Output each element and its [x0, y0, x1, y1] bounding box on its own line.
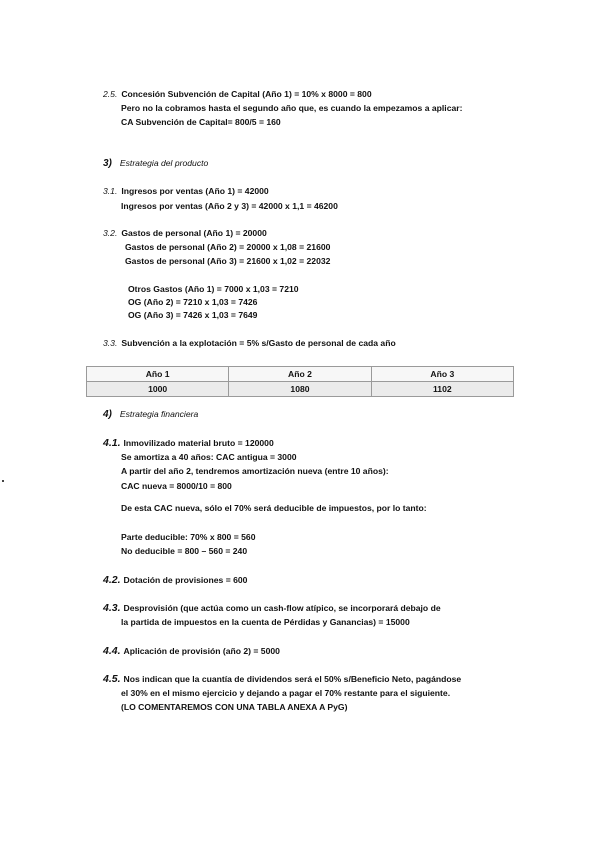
s45-line1: 4.5. Nos indican que la cuantía de dividendos será el 50% s/Beneficio Neto, pagándose: [103, 673, 462, 685]
s25-line1: 2.5. Concesión Subvención de Capital (Año 1) = 10% x 8000 = 800: [103, 89, 372, 99]
table-header-cell: Año 3: [371, 367, 513, 382]
table-row: [87, 382, 514, 397]
section-3-heading: 3) Estrategia del producto: [103, 158, 209, 169]
s42-number: 4.2.: [103, 574, 121, 586]
table-header-row: [87, 367, 514, 382]
s41-line2: Se amortiza a 40 años: CAC antigua = 3000: [121, 452, 297, 462]
s25-number: 2.5.: [103, 89, 118, 99]
s32-og2: OG (Año 2) = 7210 x 1,03 = 7426: [128, 297, 258, 307]
margin-mark: [2, 480, 4, 482]
table-cell: 1000: [87, 382, 229, 397]
s45-line2: el 30% en el mismo ejercicio y dejando a pagar el 70% restante para el siguiente.: [121, 688, 451, 698]
subvencion-table: [86, 366, 514, 397]
table-header-cell: Año 1: [87, 367, 229, 382]
s43-line1: 4.3. Desprovisión (que actúa como un cash-flow atípico, se incorporará debajo de: [103, 602, 441, 614]
s32-og3: OG (Año 3) = 7426 x 1,03 = 7649: [128, 310, 258, 320]
s44-number: 4.4.: [103, 645, 121, 657]
s41-number: 4.1.: [103, 437, 121, 449]
s32-line2: Gastos de personal (Año 2) = 20000 x 1,08 = 21600: [125, 242, 331, 252]
s41-line5: De esta CAC nueva, sólo el 70% será deducible de impuestos, por lo tanto:: [121, 503, 427, 513]
s32-line3: Gastos de personal (Año 3) = 21600 x 1,02 = 22032: [125, 256, 331, 266]
section-4-heading: 4) Estrategia financiera: [103, 409, 199, 420]
s41-line6: Parte deducible: 70% x 800 = 560: [121, 532, 256, 542]
s41-line7: No deducible = 800 – 560 = 240: [121, 546, 248, 556]
table-cell: 1080: [229, 382, 371, 397]
s45-line3: (LO COMENTAREMOS CON UNA TABLA ANEXA A PyG): [121, 702, 348, 712]
s31-line2: Ingresos por ventas (Año 2 y 3) = 42000 x 1,1 = 46200: [121, 201, 338, 211]
s31-line1: 3.1. Ingresos por ventas (Año 1) = 42000: [103, 186, 269, 196]
table-cell: 1102: [371, 382, 513, 397]
s32-number: 3.2.: [103, 228, 118, 238]
s33-number: 3.3.: [103, 338, 118, 348]
s41-line1: 4.1. Inmovilizado material bruto = 120000: [103, 437, 274, 449]
s33-line1: 3.3. Subvención a la explotación = 5% s/Gasto de personal de cada año: [103, 338, 396, 348]
s31-number: 3.1.: [103, 186, 118, 196]
s44-line1: 4.4. Aplicación de provisión (año 2) = 5000: [103, 645, 280, 657]
s32-line1: 3.2. Gastos de personal (Año 1) = 20000: [103, 228, 267, 238]
s25-line2: Pero no la cobramos hasta el segundo año que, es cuando la empezamos a aplicar:: [121, 103, 463, 113]
s43-number: 4.3.: [103, 602, 121, 614]
s25-line3: CA Subvención de Capital= 800/5 = 160: [121, 117, 281, 127]
s41-line4: CAC nueva = 8000/10 = 800: [121, 481, 232, 491]
s32-og1: Otros Gastos (Año 1) = 7000 x 1,03 = 7210: [128, 284, 299, 294]
s45-number: 4.5.: [103, 673, 121, 685]
table-header-cell: Año 2: [229, 367, 371, 382]
s41-line3: A partir del año 2, tendremos amortización nueva (entre 10 años):: [121, 466, 389, 476]
s42-line1: 4.2. Dotación de provisiones = 600: [103, 574, 248, 586]
s43-line2: la partida de impuestos en la cuenta de Pérdidas y Ganancias) = 15000: [121, 617, 410, 627]
